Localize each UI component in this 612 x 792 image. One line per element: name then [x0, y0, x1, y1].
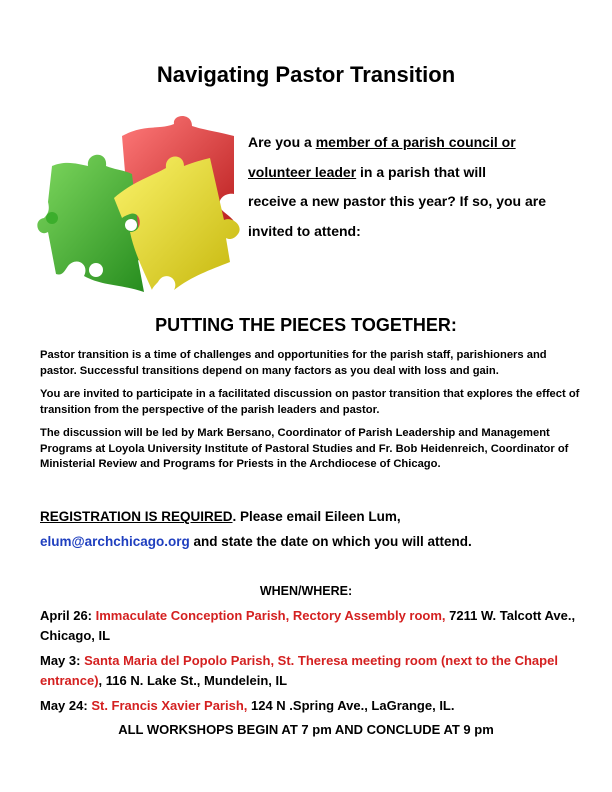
intro-text-a: Are you a — [248, 134, 316, 150]
event-item — [40, 651, 585, 690]
intro-text-b: in a parish that will — [356, 163, 487, 180]
event-item — [40, 606, 585, 645]
registration-after: and state the date on which you will attend. — [189, 534, 472, 549]
event-date: April 26: — [40, 608, 96, 623]
intro-underlined-2: volunteer leader — [248, 163, 357, 180]
intro-text-c: receive a new pastor this year? If so, you are — [248, 193, 547, 209]
event-place: Immaculate Conception Parish, Rectory Assembly room, — [95, 608, 446, 623]
registration-required: REGISTRATION IS REQUIRED — [40, 509, 233, 524]
puzzle-pieces-illustration — [34, 114, 244, 304]
paragraph-invitation: You are invited to participate in a facilitated discussion on pastor transition that explores the effect of transition from the perspective of the parish leaders and pastor. — [40, 388, 580, 416]
page-title: Navigating Pastor Transition — [156, 62, 456, 87]
event-place: Santa Maria del Popolo Parish, St. Theresa meeting room (next to the Chapel entrance) — [40, 653, 558, 688]
event-place: St. Francis Xavier Parish, — [91, 698, 248, 713]
event-item — [40, 696, 585, 716]
paragraph-facilitators: The discussion will be led by Mark Bersano, Coordinator of Parish Leadership and Management Programs at Loyola University Institute of Pastoral Studies and Fr. Bob Heidenreich, Coordinator of Ministerial Review and Programs for Priests in the Archdiocese of Chicago. — [40, 427, 569, 470]
event-address: 124 N .Spring Ave., LaGrange, IL. — [247, 698, 455, 713]
event-address: 7211 W. Talcott Ave., Chicago, IL — [40, 608, 576, 643]
event-list — [40, 606, 585, 722]
event-date: May 3: — [40, 653, 85, 668]
email-link[interactable]: elum@archchicago.org — [40, 534, 190, 549]
description-body — [40, 348, 580, 481]
workshop-times: ALL WORKSHOPS BEGIN AT 7 pm AND CONCLUDE AT 9 pm — [118, 722, 494, 737]
intro-underlined-1: member of a parish council or — [315, 134, 516, 150]
when-where-heading: WHEN/WHERE: — [259, 584, 353, 598]
paragraph-transition: Pastor transition is a time of challenges and opportunities for the parish staff, parishioners and pastor. Successful transitions depend on many factors as you deal with loss and gain. — [40, 349, 547, 377]
section-headline: PUTTING THE PIECES TOGETHER: — [155, 315, 457, 335]
event-date: May 24: — [40, 698, 92, 713]
event-address: , 116 N. Lake St., Mundelein, IL — [98, 672, 288, 688]
intro-question — [248, 128, 588, 246]
registration-block — [40, 504, 590, 554]
registration-text: . Please email Eileen Lum, — [232, 509, 401, 524]
intro-text-d: invited to attend: — [248, 222, 361, 239]
